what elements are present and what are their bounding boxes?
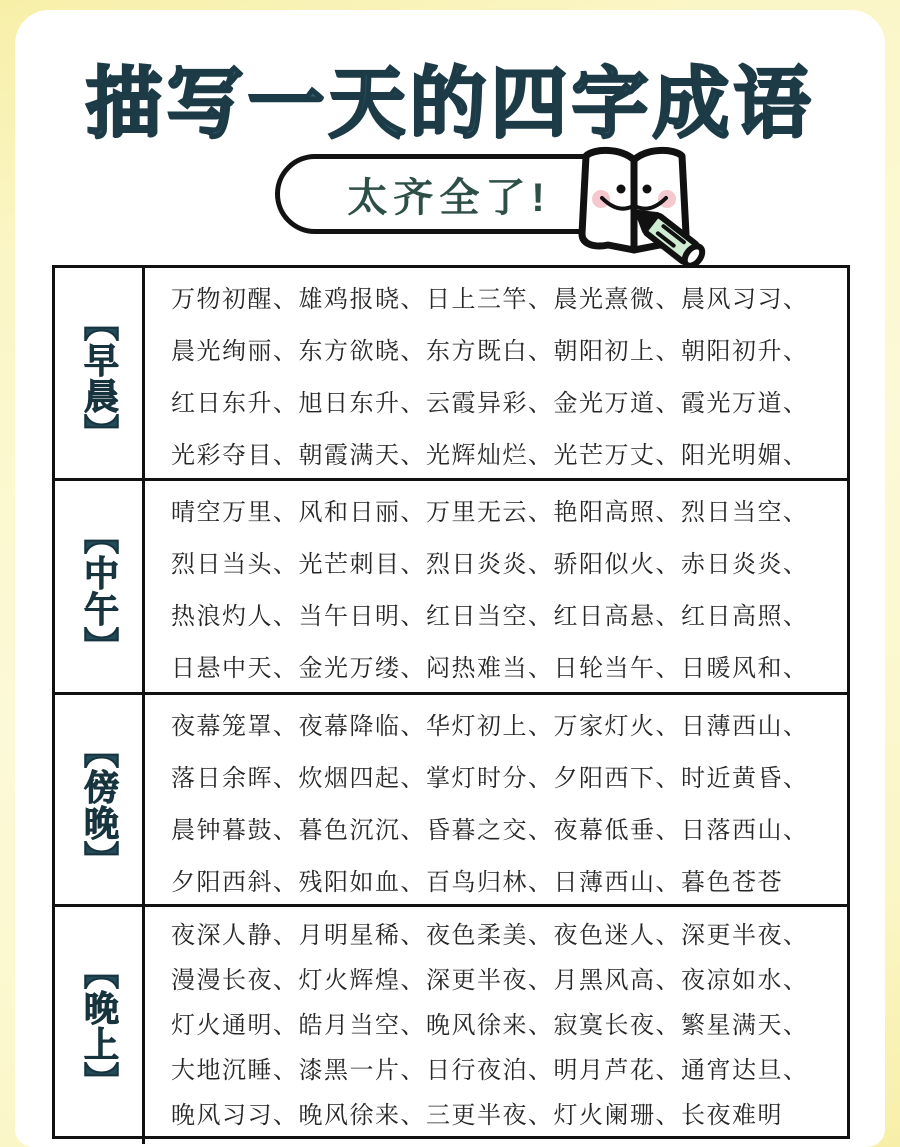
idiom-line: 晴空万里、风和日丽、万里无云、艳阳高照、烈日当空、 [171,499,809,526]
idiom-line: 万物初醒、雄鸡报晓、日上三竿、晨光熹微、晨风习习、 [171,286,809,313]
section-noon-content [145,481,847,701]
idiom-line: 晨钟暮鼓、暮色沉沉、昏暮之交、夜幕低垂、日落西山、 [171,817,809,844]
idiom-table [52,265,850,1139]
section-night-label: 【晚上】 [55,907,145,1144]
section-morning-label: 【早晨】 [55,268,145,488]
idiom-line: 晚风习习、晚风徐来、三更半夜、灯火阑珊、长夜难明 [171,1102,783,1129]
section-night [55,907,847,1144]
idiom-line: 热浪灼人、当午日明、红日当空、红日高悬、红日高照、 [171,603,809,630]
section-morning-content [145,268,847,488]
idiom-line: 晨光绚丽、东方欲晓、东方既白、朝阳初上、朝阳初升、 [171,338,809,365]
idiom-line: 灯火通明、皓月当空、晚风徐来、寂寞长夜、繁星满天、 [171,1012,809,1039]
idiom-line: 光彩夺目、朝霞满天、光辉灿烂、光芒万丈、阳光明媚、 [171,442,809,469]
idiom-line: 夜深人静、月明星稀、夜色柔美、夜色迷人、深更半夜、 [171,922,809,949]
section-noon-label: 【中午】 [55,481,145,701]
idiom-line: 日悬中天、金光万缕、闷热难当、日轮当午、日暖风和、 [171,655,809,682]
page-title: 描写一天的四字成语 [85,61,815,147]
idiom-line: 红日东升、旭日东升、云霞异彩、金光万道、霞光万道、 [171,390,809,417]
section-evening [55,695,847,907]
idiom-line: 落日余晖、炊烟四起、掌灯时分、夕阳西下、时近黄昏、 [171,765,809,792]
section-morning [55,268,847,481]
section-night-content [145,907,847,1144]
subtitle-text: 太齐全了! [347,175,551,220]
idiom-line: 大地沉睡、漆黑一片、日行夜泊、明月芦花、通宵达旦、 [171,1057,809,1084]
idiom-line: 烈日当头、光芒刺目、烈日炎炎、骄阳似火、赤日炎炎、 [171,551,809,578]
section-evening-content [145,695,847,915]
book-pencil-icon [568,142,708,267]
section-noon [55,481,847,695]
section-evening-label: 【傍晚】 [55,695,145,915]
idiom-line: 夜幕笼罩、夜幕降临、华灯初上、万家灯火、日薄西山、 [171,713,809,740]
book-pencil-svg [568,142,708,267]
idiom-line: 漫漫长夜、灯火辉煌、深更半夜、月黑风高、夜凉如水、 [171,967,809,994]
idiom-line: 夕阳西斜、残阳如血、百鸟归林、日薄西山、暮色苍苍 [171,869,783,896]
